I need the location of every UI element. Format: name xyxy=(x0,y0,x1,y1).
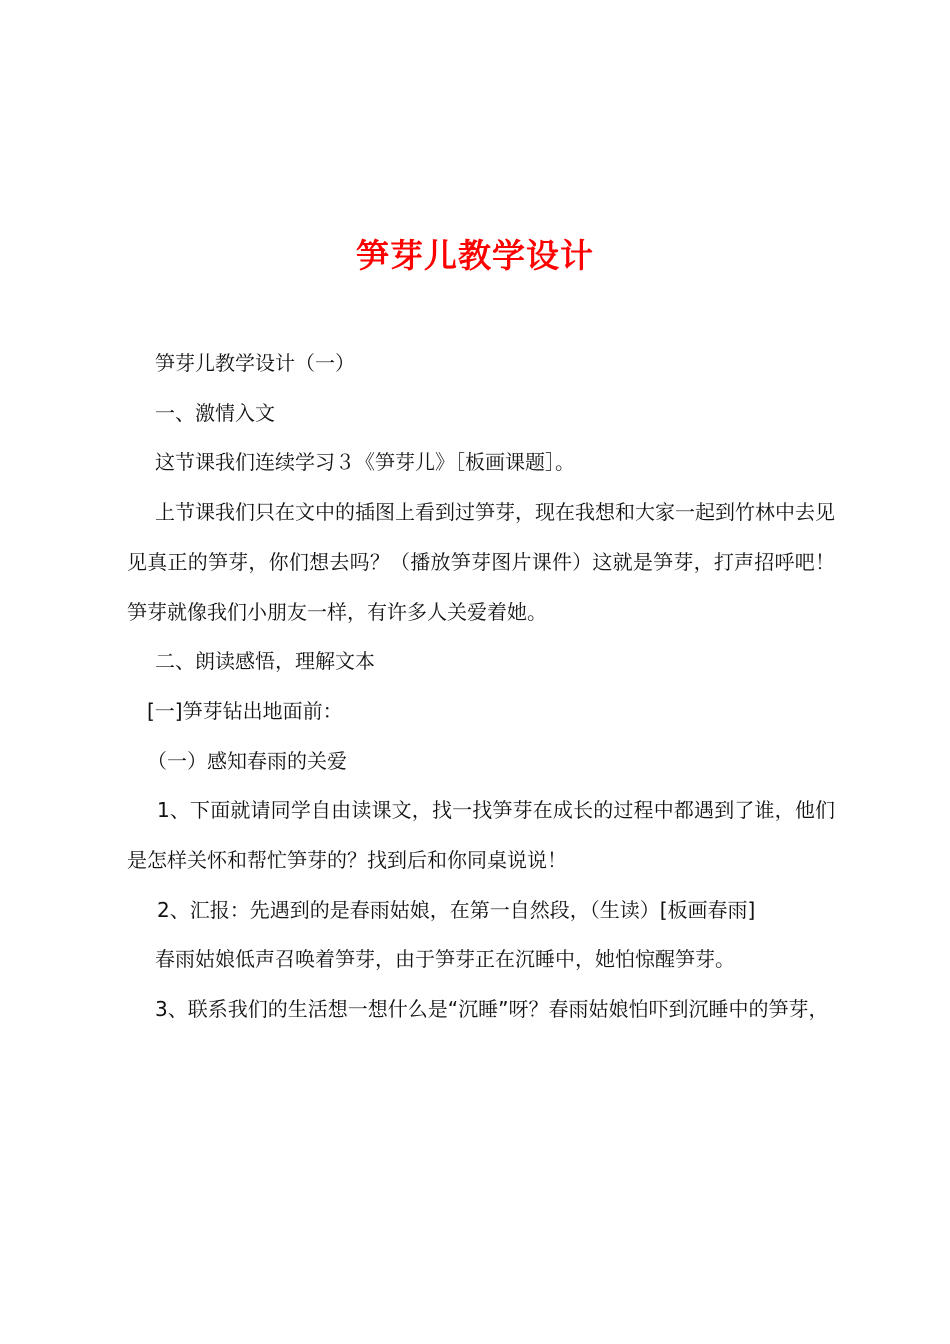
page-title: 笋芽儿教学设计 xyxy=(356,236,594,276)
paragraph: 2、汇报：先遇到的是春雨姑娘，在第一自然段，（生读）[板画春雨] xyxy=(157,897,756,922)
paragraph: 这节课我们连续学习３《笋芽儿》［板画课题］。 xyxy=(155,450,575,475)
paragraph: 3、联系我们的生活想一想什么是“沉睡”呀？春雨姑娘怕吓到沉睡中的笋芽， xyxy=(155,997,829,1022)
section-heading: 笋芽儿教学设计（一） xyxy=(155,351,355,375)
sub-heading: （一）感知春雨的关爱 xyxy=(147,748,347,773)
section-heading: 一、激情入文 xyxy=(155,400,275,425)
section-heading: 二、朗读感悟，理解文本 xyxy=(155,649,375,674)
sub-heading: [一]笋芽钻出地面前： xyxy=(147,698,343,723)
paragraph: 上节课我们只在文中的插图上看到过笋芽，现在我想和大家一起到竹林中去见见真正的笋芽，你们想去吗？（播放笋芽图片课件）这就是笋芽，打声招呼吧！笋芽就像我们小朋友一样，有许多人关爱着她。 xyxy=(127,500,835,624)
paragraph: 1、下面就请同学自由读课文，找一找笋芽在成长的过程中都遇到了谁，他们是怎样关怀和帮忙笋芽的？找到后和你同桌说说！ xyxy=(127,798,835,873)
document-body xyxy=(127,339,835,1035)
paragraph: 春雨姑娘低声召唤着笋芽，由于笋芽正在沉睡中，她怕惊醒笋芽。 xyxy=(155,947,735,972)
